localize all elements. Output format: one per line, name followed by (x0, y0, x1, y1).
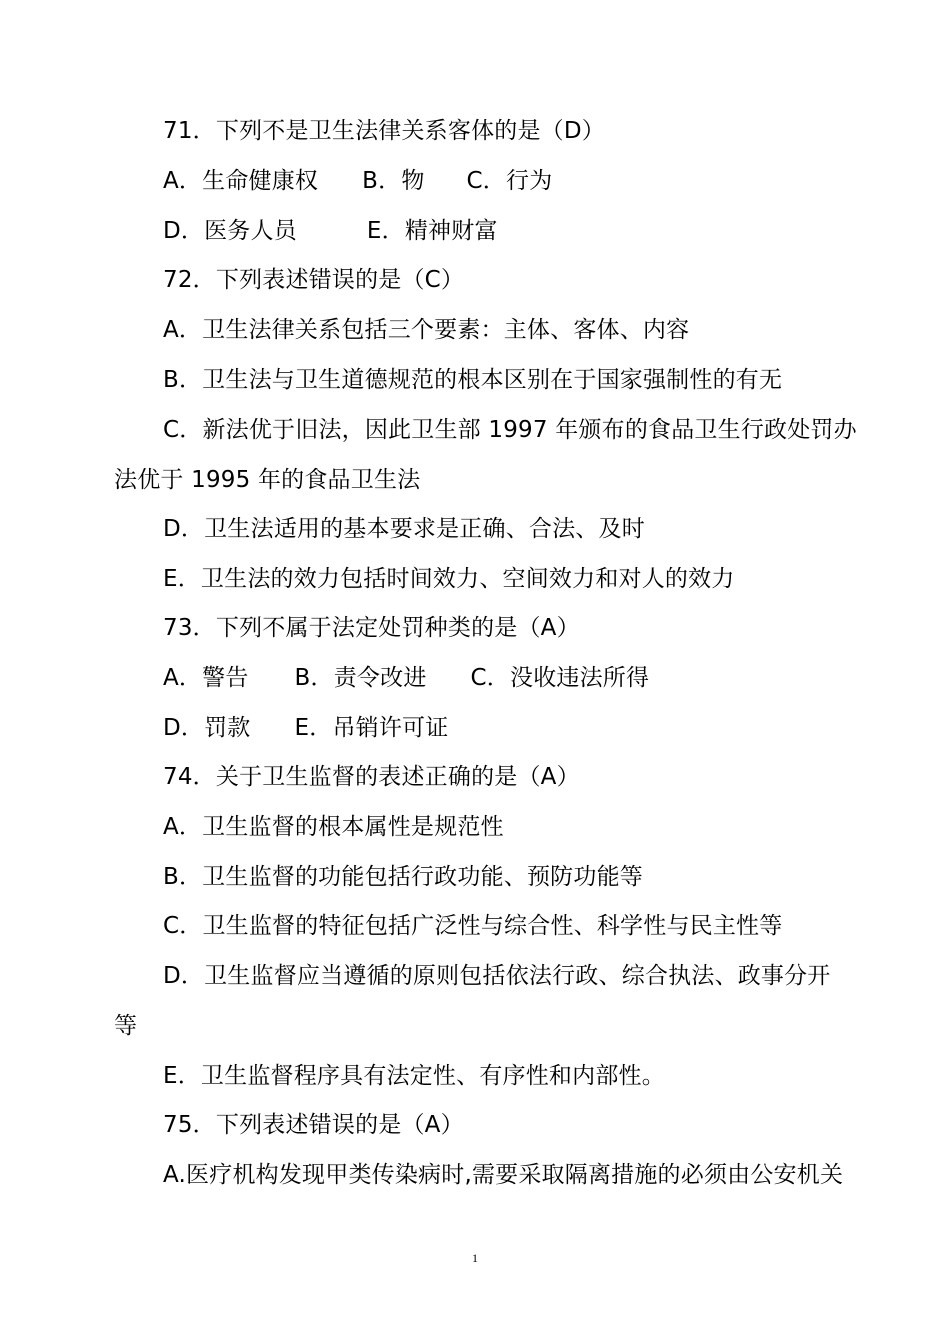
option-74-c: C．卫生监督的特征包括广泛性与综合性、科学性与民主性等 (163, 913, 783, 939)
option-74-e: E．卫生监督程序具有法定性、有序性和内部性。 (163, 1063, 665, 1089)
option-72-c: C．新法优于旧法，因此卫生部 1997 年颁布的食品卫生行政处罚办 (163, 417, 857, 443)
option-73-a: A．警告 (163, 665, 249, 691)
question-71-stem: 71．下列不是卫生法律关系客体的是（D） (163, 118, 605, 144)
option-72-a: A．卫生法律关系包括三个要素：主体、客体、内容 (163, 317, 690, 343)
question-73-stem: 73．下列不属于法定处罚种类的是（A） (163, 615, 580, 641)
option-73-e: E．吊销许可证 (294, 715, 449, 741)
question-71-options-row-1 (163, 166, 883, 196)
question-74-stem: 74．关于卫生监督的表述正确的是（A） (163, 764, 580, 790)
option-72-d: D．卫生法适用的基本要求是正确、合法、及时 (163, 516, 645, 542)
option-71-c: C．行为 (466, 168, 553, 194)
option-73-c: C．没收违法所得 (470, 665, 650, 691)
option-73-b: B．责令改进 (294, 665, 427, 691)
option-74-b: B．卫生监督的功能包括行政功能、预防功能等 (163, 864, 643, 890)
question-71-options-row-2 (163, 216, 883, 246)
option-72-b: B．卫生法与卫生道德规范的根本区别在于国家强制性的有无 (163, 367, 783, 393)
option-71-d: D．医务人员 (163, 218, 297, 244)
option-74-d-continued: 等 (114, 1013, 138, 1039)
option-74-d: D．卫生监督应当遵循的原则包括依法行政、综合执法、政事分开 (163, 963, 831, 989)
option-71-b: B．物 (362, 168, 425, 194)
option-71-a: A．生命健康权 (163, 168, 319, 194)
question-75-stem: 75．下列表述错误的是（A） (163, 1112, 464, 1138)
question-73-options-row-1 (163, 663, 883, 693)
option-75-a: A.医疗机构发现甲类传染病时,需要采取隔离措施的必须由公安机关 (163, 1162, 844, 1188)
page-number: 1 (472, 1251, 478, 1265)
option-72-c-continued: 法优于 1995 年的食品卫生法 (114, 467, 421, 493)
option-73-d: D．罚款 (163, 715, 251, 741)
option-74-a: A．卫生监督的根本属性是规范性 (163, 814, 504, 840)
question-72-stem: 72．下列表述错误的是（C） (163, 267, 465, 293)
question-73-options-row-2 (163, 713, 883, 743)
option-72-e: E．卫生法的效力包括时间效力、空间效力和对人的效力 (163, 566, 735, 592)
option-71-e: E．精神财富 (366, 218, 498, 244)
